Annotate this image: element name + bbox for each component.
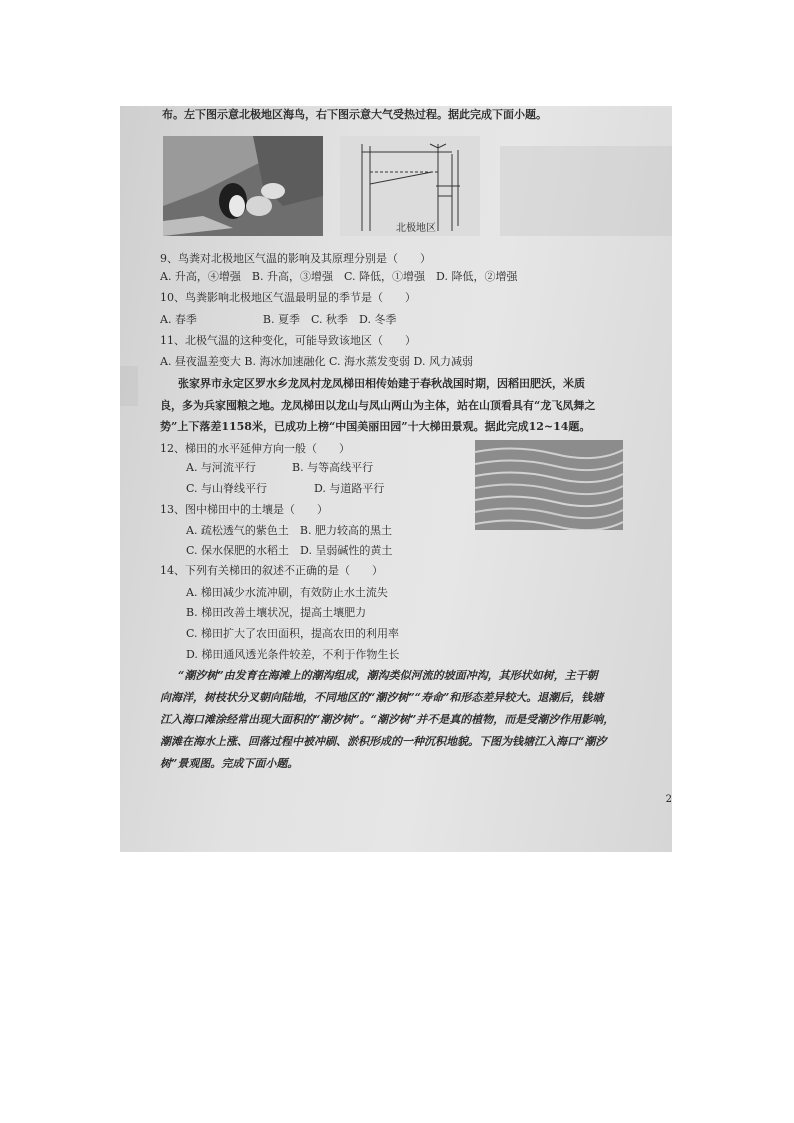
passage2-line3: 势”上下落差1158米，已成功上榜“中国美丽田园”十大梯田景观。据此完成12~14题。 [160,420,591,433]
passage3-line5: 树”景观图。完成下面小题。 [160,757,299,770]
q14-option-c: C. 梯田扩大了农田面积，提高农田的利用率 [186,627,400,640]
q10-options: A. 春季 B. 夏季 C. 秋季 D. 冬季 [160,313,397,326]
q13-option-cd: C. 保水保肥的水稻土 D. 呈弱碱性的黄土 [186,544,393,557]
q11-options: A. 昼夜温差变大 B. 海冰加速融化 C. 海水蒸发变弱 D. 风力减弱 [160,355,473,368]
passage2-line2: 良，多为兵家囤粮之地。龙凤梯田以龙山与凤山两山为主体，站在山顶看具有“龙飞凤舞之 [160,399,596,412]
terrace-photo [475,440,623,530]
q14-option-a: A. 梯田减少水流冲刷，有效防止水土流失 [186,586,388,599]
q12-option-c: C. 与山脊线平行 [186,482,268,495]
passage3-line4: 潮滩在海水上涨、回落过程中被冲刷、淤积形成的一种沉积地貌。下图为钱塘江入海口“潮汐 [160,735,607,748]
q11-stem: 11、北极气温的这种变化，可能导致该地区（ ） [160,334,416,347]
ghost-bleed-left [120,366,138,406]
q9-stem: 9、鸟粪对北极地区气温的影响及其原理分别是（ ） [160,252,431,265]
page-number: 2 [665,794,672,805]
ghost-bleed-right [500,146,672,236]
q14-stem: 14、下列有关梯田的叙述不正确的是（ ） [160,564,383,577]
q12-option-d: D. 与道路平行 [314,482,385,495]
seabird-photo [163,136,323,236]
q13-option-ab: A. 疏松透气的紫色土 B. 肥力较高的黑土 [186,524,393,537]
q9-options: A. 升高，④增强 B. 升高，③增强 C. 降低，①增强 D. 降低，②增强 [160,270,518,283]
intro-tail: 布。左下图示意北极地区海鸟，右下图示意大气受热过程。据此完成下面小题。 [162,108,547,121]
photographed-exam-page [120,106,672,852]
passage2-line1: 张家界市永定区罗水乡龙凤村龙凤梯田相传始建于春秋战国时期，因稻田肥沃，米质 [178,377,585,390]
terrace-photo-image [475,440,623,530]
passage3-line2: 向海洋，树枝状分叉朝向陆地，不同地区的“潮汐树”“寿命”和形态差异较大。退潮后，钱塘 [160,691,604,704]
q12-stem: 12、梯田的水平延伸方向一般（ ） [160,442,350,455]
passage3-line1: “潮汐树”由发育在海滩上的潮沟组成，潮沟类似河流的坡面冲沟，其形状如树，主干朝 [178,669,598,682]
q10-stem: 10、鸟粪影响北极地区气温最明显的季节是（ ） [160,291,416,304]
q12-option-a: A. 与河流平行 [186,461,256,474]
seabird-photo-image [163,136,323,236]
q12-option-b: B. 与等高线平行 [292,461,374,474]
figure-label: 北极地区 [396,223,436,234]
q14-option-b: B. 梯田改善土壤状况，提高土壤肥力 [186,606,367,619]
atmosphere-heating-image [340,136,480,236]
atmosphere-heating-diagram [340,136,480,236]
q13-stem: 13、图中梯田中的土壤是（ ） [160,503,328,516]
q14-option-d: D. 梯田通风透光条件较差，不利于作物生长 [186,648,400,661]
passage3-line3: 江入海口滩涂经常出现大面积的“潮汐树”。“潮汐树”并不是真的植物，而是受潮汐作用影响， [160,713,615,726]
